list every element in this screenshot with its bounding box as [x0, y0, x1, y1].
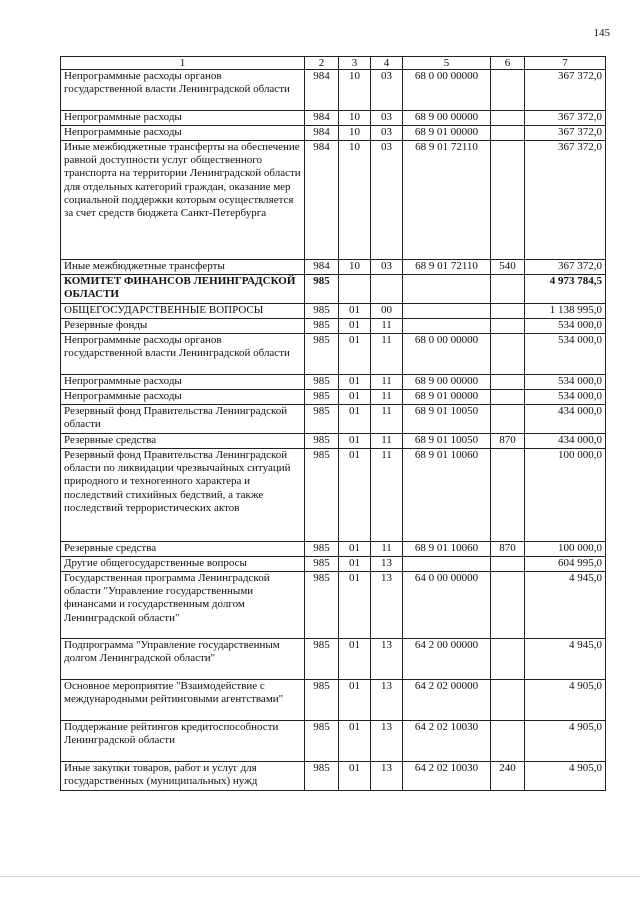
row-description: Резервный фонд Правительства Ленинградской области по ликвидации чрезвычайных ситуаций природного и техногенного характера и последствий стихийных бедствий, а также последствий террористических актов: [61, 449, 305, 542]
row-description: ОБЩЕГОСУДАРСТВЕННЫЕ ВОПРОСЫ: [61, 304, 305, 319]
row-target-article: 68 9 01 00000: [403, 390, 491, 405]
row-ministry-code: 985: [305, 449, 339, 542]
row-target-article: 68 9 01 72110: [403, 260, 491, 275]
row-subsection: 11: [371, 434, 403, 449]
row-target-article: 68 9 00 00000: [403, 111, 491, 126]
row-ministry-code: 985: [305, 405, 339, 434]
row-description: Государственная программа Ленинградской области "Управление государственными финансами и государственным долгом Ленинградской области": [61, 572, 305, 639]
row-subsection: 03: [371, 126, 403, 141]
row-section: [339, 275, 371, 304]
row-amount: 367 372,0: [525, 260, 606, 275]
row-ministry-code: 985: [305, 390, 339, 405]
row-target-article: 64 0 00 00000: [403, 572, 491, 639]
row-subsection: 00: [371, 304, 403, 319]
row-target-article: 68 9 01 10060: [403, 449, 491, 542]
header-col-4: 4: [371, 57, 403, 70]
row-ministry-code: 985: [305, 762, 339, 791]
row-target-article: 68 9 01 10050: [403, 434, 491, 449]
row-description: Непрограммные расходы: [61, 126, 305, 141]
row-amount: 4 945,0: [525, 639, 606, 680]
row-amount: 4 905,0: [525, 721, 606, 762]
row-description: Непрограммные расходы органов государственной власти Ленинградской области: [61, 334, 305, 375]
header-col-6: 6: [491, 57, 525, 70]
row-expense-type: [491, 405, 525, 434]
row-ministry-code: 984: [305, 126, 339, 141]
table-row: [61, 639, 606, 680]
row-amount: 1 138 995,0: [525, 304, 606, 319]
row-expense-type: [491, 390, 525, 405]
page-number: 145: [593, 27, 610, 39]
row-description: Подпрограмма "Управление государственным долгом Ленинградской области": [61, 639, 305, 680]
row-target-article: 68 0 00 00000: [403, 70, 491, 111]
row-description: Непрограммные расходы органов государственной власти Ленинградской области: [61, 70, 305, 111]
row-description: Резервные средства: [61, 434, 305, 449]
row-amount: 4 905,0: [525, 680, 606, 721]
row-subsection: [371, 275, 403, 304]
row-subsection: 11: [371, 449, 403, 542]
row-subsection: 11: [371, 390, 403, 405]
row-section: 01: [339, 304, 371, 319]
page-bottom-divider: [0, 876, 640, 877]
table-row: [61, 70, 606, 111]
table-row: [61, 304, 606, 319]
row-section: 01: [339, 762, 371, 791]
row-subsection: 03: [371, 111, 403, 126]
row-expense-type: 540: [491, 260, 525, 275]
row-ministry-code: 984: [305, 260, 339, 275]
row-section: 01: [339, 542, 371, 557]
row-expense-type: [491, 639, 525, 680]
header-col-7: 7: [525, 57, 606, 70]
row-ministry-code: 985: [305, 542, 339, 557]
row-subsection: 11: [371, 405, 403, 434]
row-amount: 367 372,0: [525, 126, 606, 141]
row-expense-type: [491, 111, 525, 126]
row-section: 10: [339, 126, 371, 141]
row-description: КОМИТЕТ ФИНАНСОВ ЛЕНИНГРАДСКОЙ ОБЛАСТИ: [61, 275, 305, 304]
row-target-article: 68 9 01 00000: [403, 126, 491, 141]
row-description: Непрограммные расходы: [61, 111, 305, 126]
row-ministry-code: 985: [305, 572, 339, 639]
header-col-1: 1: [61, 57, 305, 70]
row-amount: 367 372,0: [525, 111, 606, 126]
row-target-article: 64 2 02 00000: [403, 680, 491, 721]
row-target-article: 64 2 00 00000: [403, 639, 491, 680]
row-target-article: 64 2 02 10030: [403, 721, 491, 762]
row-section: 10: [339, 260, 371, 275]
row-subsection: 03: [371, 260, 403, 275]
header-col-5: 5: [403, 57, 491, 70]
row-subsection: 13: [371, 572, 403, 639]
row-target-article: 68 9 01 10050: [403, 405, 491, 434]
row-amount: 534 000,0: [525, 319, 606, 334]
row-ministry-code: 985: [305, 319, 339, 334]
row-amount: 367 372,0: [525, 141, 606, 260]
row-amount: 100 000,0: [525, 542, 606, 557]
row-amount: 100 000,0: [525, 449, 606, 542]
row-subsection: 13: [371, 762, 403, 791]
row-amount: 4 945,0: [525, 572, 606, 639]
row-description: Резервные фонды: [61, 319, 305, 334]
row-amount: 534 000,0: [525, 375, 606, 390]
row-section: 01: [339, 572, 371, 639]
row-ministry-code: 985: [305, 721, 339, 762]
table-row: [61, 572, 606, 639]
row-subsection: 13: [371, 557, 403, 572]
table-row: [61, 141, 606, 260]
row-expense-type: [491, 557, 525, 572]
table-row: [61, 319, 606, 334]
row-target-article: 68 9 01 72110: [403, 141, 491, 260]
row-section: 10: [339, 141, 371, 260]
table-row: [61, 334, 606, 375]
row-amount: 4 973 784,5: [525, 275, 606, 304]
row-ministry-code: 985: [305, 334, 339, 375]
row-section: 01: [339, 721, 371, 762]
table-row: [61, 260, 606, 275]
row-section: 01: [339, 434, 371, 449]
row-ministry-code: 985: [305, 434, 339, 449]
row-section: 01: [339, 319, 371, 334]
row-description: Иные межбюджетные трансферты: [61, 260, 305, 275]
row-subsection: 11: [371, 319, 403, 334]
row-section: 10: [339, 111, 371, 126]
row-expense-type: [491, 126, 525, 141]
row-description: Непрограммные расходы: [61, 390, 305, 405]
row-ministry-code: 985: [305, 375, 339, 390]
row-section: 10: [339, 70, 371, 111]
row-amount: 604 995,0: [525, 557, 606, 572]
row-amount: 4 905,0: [525, 762, 606, 791]
row-description: Основное мероприятие "Взаимодействие с международными рейтинговыми агентствами": [61, 680, 305, 721]
row-subsection: 03: [371, 141, 403, 260]
row-section: 01: [339, 557, 371, 572]
row-section: 01: [339, 334, 371, 375]
row-amount: 434 000,0: [525, 405, 606, 434]
row-expense-type: 240: [491, 762, 525, 791]
row-expense-type: [491, 141, 525, 260]
table-header-row: [61, 57, 606, 70]
row-expense-type: [491, 334, 525, 375]
budget-table: [60, 56, 606, 791]
row-ministry-code: 985: [305, 275, 339, 304]
header-col-3: 3: [339, 57, 371, 70]
row-section: 01: [339, 390, 371, 405]
table-row: [61, 126, 606, 141]
row-target-article: 68 9 00 00000: [403, 375, 491, 390]
table-row: [61, 557, 606, 572]
row-ministry-code: 985: [305, 557, 339, 572]
row-expense-type: [491, 572, 525, 639]
row-expense-type: 870: [491, 434, 525, 449]
row-target-article: [403, 319, 491, 334]
row-description: Резервный фонд Правительства Ленинградской области: [61, 405, 305, 434]
row-target-article: 64 2 02 10030: [403, 762, 491, 791]
row-section: 01: [339, 639, 371, 680]
table-row: [61, 275, 606, 304]
row-description: Иные межбюджетные трансферты на обеспечение равной доступности услуг общественного транспорта на территории Ленинградской области для отдельных категорий граждан, оказание мер социальной поддержки которым осуществляется за счет средств бюджета Санкт-Петербурга: [61, 141, 305, 260]
table-row: [61, 375, 606, 390]
row-target-article: [403, 304, 491, 319]
row-expense-type: 870: [491, 542, 525, 557]
row-target-article: 68 0 00 00000: [403, 334, 491, 375]
row-amount: 367 372,0: [525, 70, 606, 111]
row-subsection: 11: [371, 375, 403, 390]
row-description: Поддержание рейтингов кредитоспособности Ленинградской области: [61, 721, 305, 762]
table-row: [61, 434, 606, 449]
table-row: [61, 721, 606, 762]
row-subsection: 13: [371, 639, 403, 680]
row-description: Непрограммные расходы: [61, 375, 305, 390]
row-subsection: 11: [371, 334, 403, 375]
row-amount: 434 000,0: [525, 434, 606, 449]
row-target-article: 68 9 01 10060: [403, 542, 491, 557]
row-target-article: [403, 275, 491, 304]
row-amount: 534 000,0: [525, 390, 606, 405]
row-subsection: 13: [371, 721, 403, 762]
row-ministry-code: 985: [305, 639, 339, 680]
row-section: 01: [339, 405, 371, 434]
table-row: [61, 449, 606, 542]
row-subsection: 03: [371, 70, 403, 111]
row-expense-type: [491, 375, 525, 390]
row-ministry-code: 985: [305, 680, 339, 721]
row-expense-type: [491, 721, 525, 762]
row-description: Другие общегосударственные вопросы: [61, 557, 305, 572]
row-section: 01: [339, 449, 371, 542]
row-expense-type: [491, 275, 525, 304]
row-ministry-code: 984: [305, 141, 339, 260]
row-section: 01: [339, 680, 371, 721]
row-description: Иные закупки товаров, работ и услуг для государственных (муниципальных) нужд: [61, 762, 305, 791]
row-ministry-code: 984: [305, 70, 339, 111]
row-expense-type: [491, 449, 525, 542]
row-ministry-code: 984: [305, 111, 339, 126]
table-row: [61, 390, 606, 405]
row-subsection: 11: [371, 542, 403, 557]
table-row: [61, 405, 606, 434]
row-target-article: [403, 557, 491, 572]
table-row: [61, 762, 606, 791]
row-description: Резервные средства: [61, 542, 305, 557]
table-row: [61, 680, 606, 721]
row-subsection: 13: [371, 680, 403, 721]
row-section: 01: [339, 375, 371, 390]
table-body: [61, 70, 606, 791]
table-row: [61, 542, 606, 557]
row-expense-type: [491, 70, 525, 111]
row-expense-type: [491, 304, 525, 319]
header-col-2: 2: [305, 57, 339, 70]
table-row: [61, 111, 606, 126]
row-ministry-code: 985: [305, 304, 339, 319]
row-expense-type: [491, 319, 525, 334]
row-amount: 534 000,0: [525, 334, 606, 375]
row-expense-type: [491, 680, 525, 721]
